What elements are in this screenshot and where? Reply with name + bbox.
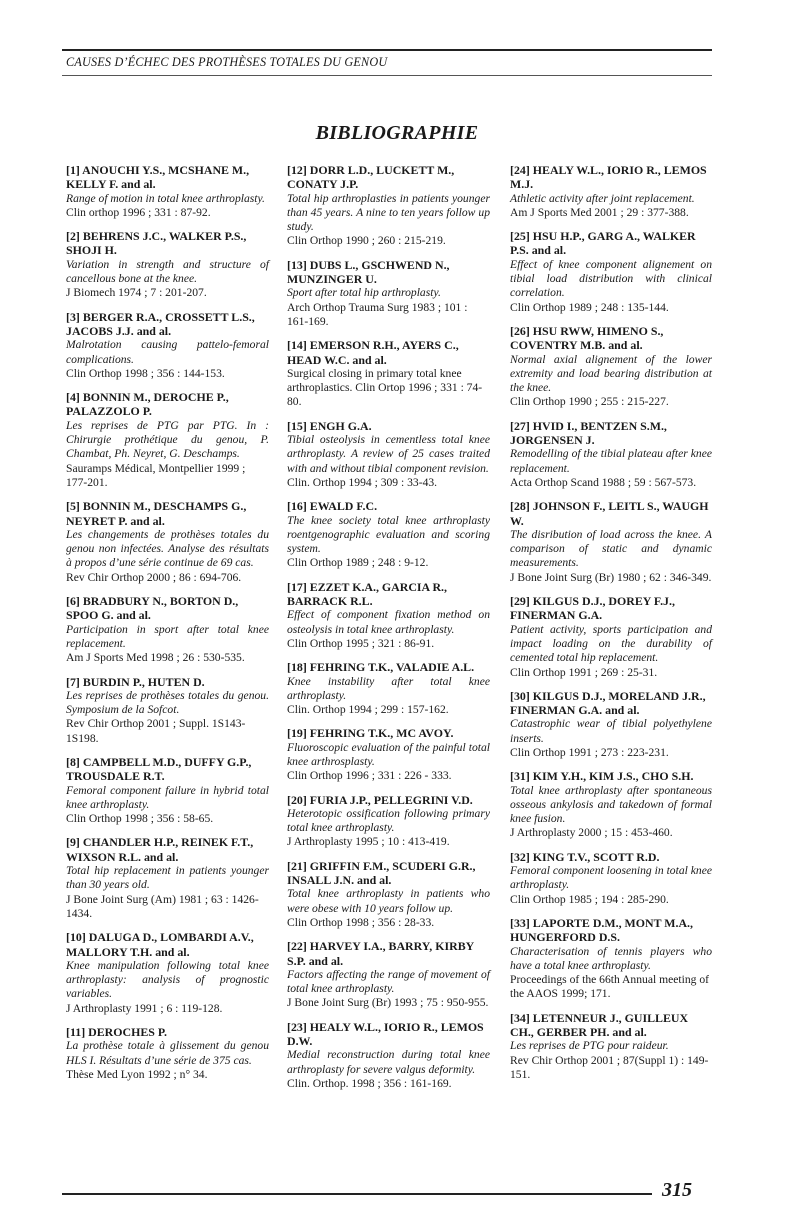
reference-entry bbox=[287, 163, 490, 249]
reference-source: J Bone Joint Surg (Br) 1993 ; 75 : 950-955. bbox=[287, 996, 489, 1010]
reference-authors: [13] DUBS L., GSCHWEND N., MUNZINGER U. bbox=[287, 257, 450, 287]
reference-title: The knee society total knee arthroplasty roentgenographic evaluation and scoring system. bbox=[287, 513, 490, 556]
reference-title: Total hip arthroplasties in patients younger than 45 years. A nine to ten years follow up study. bbox=[287, 191, 490, 234]
reference-title: Sport after total hip arthroplasty. bbox=[287, 286, 441, 300]
reference-source: Clin Orthop 1989 ; 248 : 135-144. bbox=[510, 300, 669, 314]
reference-entry bbox=[66, 310, 269, 381]
reference-entry bbox=[287, 419, 490, 490]
reference-entry bbox=[66, 229, 269, 300]
reference-authors: [27] HVID I., BENTZEN S.M., JORGENSEN J. bbox=[510, 418, 667, 448]
reference-source: Acta Orthop Scand 1988 ; 59 : 567-573. bbox=[510, 475, 697, 489]
reference-authors: [7] BURDIN P., HUTEN D. bbox=[66, 674, 205, 689]
reference-authors: [5] BONNIN M., DESCHAMPS G., NEYRET P. and al. bbox=[66, 499, 247, 528]
reference-source: J Bone Joint Surg (Am) 1981 ; 63 : 1426-1434. bbox=[66, 892, 259, 920]
reference-source: Clin Orthop 1990 ; 260 : 215-219. bbox=[287, 234, 446, 248]
header-bottom-rule bbox=[62, 75, 712, 76]
reference-title: Les reprises de PTG pour raideur. bbox=[510, 1039, 669, 1053]
reference-entry bbox=[287, 258, 490, 329]
reference-authors: [24] HEALY W.L., IORIO R., LEMOS M.J. bbox=[510, 163, 707, 192]
reference-source: Clin Orthop 1998 ; 356 : 144-153. bbox=[66, 366, 225, 380]
reference-source: Arch Orthop Trauma Surg 1983 ; 101 : 161-169. bbox=[287, 300, 468, 328]
reference-entry bbox=[287, 1020, 490, 1091]
reference-title: Knee instability after total knee arthroplasty. bbox=[287, 674, 490, 702]
reference-authors: [11] DEROCHES P. bbox=[66, 1025, 167, 1040]
reference-source: Clin. Orthop 1994 ; 309 : 33-43. bbox=[287, 475, 438, 489]
reference-column-1 bbox=[66, 163, 269, 1091]
reference-entry bbox=[510, 594, 712, 680]
reference-entry bbox=[287, 580, 490, 651]
reference-entry bbox=[510, 499, 712, 585]
reference-source: Clin Orthop 1985 ; 194 : 285-290. bbox=[510, 892, 669, 906]
reference-title: The disribution of load across the knee. A comparison of static and dynamic measurements. bbox=[510, 527, 712, 570]
reference-entry bbox=[287, 499, 490, 570]
reference-title: Patient activity, sports participation and impact loading on the durability of cemented total hip replacement. bbox=[510, 622, 712, 665]
footer-rule bbox=[62, 1193, 652, 1195]
reference-authors: [6] BRADBURY N., BORTON D., SPOO G. and al. bbox=[66, 594, 239, 623]
reference-source: Am J Sports Med 2001 ; 29 : 377-388. bbox=[510, 205, 689, 219]
reference-entry bbox=[510, 769, 712, 840]
reference-entry bbox=[287, 660, 490, 717]
reference-authors: [26] HSU RWW, HIMENO S., COVENTRY M.B. and al. bbox=[510, 323, 664, 353]
reference-entry bbox=[66, 163, 269, 220]
reference-entry bbox=[66, 675, 269, 746]
reference-source: Rev Chir Orthop 2001 ; Suppl. 1S143-1S198. bbox=[66, 717, 246, 745]
reference-source: Sauramps Médical, Montpellier 1999 ; 177-201. bbox=[66, 461, 246, 489]
reference-title: Total knee arthroplasty after spontaneous osseous ankylosis and takedown of formal knee fusion. bbox=[510, 783, 712, 826]
reference-source: Clin Orthop 1989 ; 248 : 9-12. bbox=[287, 556, 429, 570]
reference-title: La prothèse totale à glissement du genou HLS I. Résultats d’une série de 375 cas. bbox=[66, 1039, 269, 1067]
reference-title: Les changements de prothèses totales du genou non infectées. Analyse des résultats à propos d’une série continue de 69 cas. bbox=[66, 527, 269, 570]
reference-title: Characterisation of tennis players who have a total knee arthroplasty. bbox=[510, 944, 712, 972]
header-top-rule bbox=[62, 49, 712, 51]
reference-authors: [9] CHANDLER H.P., REINEK F.T., WIXSON R.L. and al. bbox=[66, 835, 254, 864]
reference-authors: [31] KIM Y.H., KIM J.S., CHO S.H. bbox=[510, 769, 694, 784]
reference-entry bbox=[287, 338, 490, 409]
reference-source: Clin Orthop 1995 ; 321 : 86-91. bbox=[287, 636, 435, 650]
reference-title: Heterotopic ossification following primary total knee arthroplasty. bbox=[287, 806, 490, 835]
reference-entry bbox=[66, 755, 269, 826]
reference-title: Range of motion in total knee arthroplasty. bbox=[66, 191, 265, 205]
reference-entry bbox=[510, 916, 712, 1002]
reference-source: Clin. Orthop. 1998 ; 356 : 161-169. bbox=[287, 1076, 452, 1090]
reference-source: Clin Orthop 1991 ; 269 : 25-31. bbox=[510, 665, 658, 679]
reference-authors: [15] ENGH G.A. bbox=[287, 418, 372, 433]
reference-source: Rev Chir Orthop 2001 ; 87(Suppl 1) : 149-151. bbox=[510, 1053, 709, 1081]
reference-source: J Biomech 1974 ; 7 : 201-207. bbox=[66, 286, 207, 300]
reference-authors: [28] JOHNSON F., LEITL S., WAUGH W. bbox=[510, 499, 709, 528]
section-title bbox=[0, 122, 794, 145]
reference-authors: [4] BONNIN M., DEROCHE P., PALAZZOLO P. bbox=[66, 390, 229, 419]
reference-authors: [22] HARVEY I.A., BARRY, KIRBY S.P. and al. bbox=[287, 939, 474, 968]
section-title-text: BIBLIOGRAPHIE bbox=[315, 122, 479, 144]
reference-column-3 bbox=[510, 163, 712, 1091]
reference-title: Total hip replacement in patients younger than 30 years old. bbox=[66, 864, 269, 892]
reference-source: Am J Sports Med 1998 ; 26 : 530-535. bbox=[66, 651, 245, 665]
reference-authors: [30] KILGUS D.J., MORELAND J.R., FINERMAN G.A. and al. bbox=[510, 688, 706, 718]
page-number: 315 bbox=[662, 1179, 692, 1201]
reference-authors: [2] BEHRENS J.C., WALKER P.S., SHOJI H. bbox=[66, 229, 247, 258]
reference-authors: [12] DORR L.D., LUCKETT M., CONATY J.P. bbox=[287, 163, 455, 192]
reference-title: Femoral component failure in hybrid total knee arthroplasty. bbox=[66, 783, 269, 811]
reference-authors: [19] FEHRING T.K., MC AVOY. bbox=[287, 726, 454, 741]
reference-authors: [20] FURIA J.P., PELLEGRINI V.D. bbox=[287, 792, 473, 807]
reference-authors: [16] EWALD F.C. bbox=[287, 499, 378, 514]
reference-authors: [3] BERGER R.A., CROSSETT L.S., JACOBS J.J. and al. bbox=[66, 309, 255, 338]
reference-authors: [21] GRIFFIN F.M., SCUDERI G.R., INSALL J.N. and al. bbox=[287, 858, 476, 888]
reference-title: Athletic activity after joint replacement. bbox=[510, 191, 695, 205]
reference-title: Les reprises de PTG par PTG. In : Chirurgie prothétique du genou, P. Chambat, Ph. Neyret, G. Deschamps. bbox=[66, 418, 269, 461]
reference-entry bbox=[510, 324, 712, 410]
reference-source: Clin Orthop 1998 ; 356 : 28-33. bbox=[287, 915, 435, 929]
reference-entry bbox=[510, 1011, 712, 1082]
reference-source: J Arthroplasty 1995 ; 10 : 413-419. bbox=[287, 835, 450, 849]
reference-title: Femoral component loosening in total knee arthroplasty. bbox=[510, 864, 712, 892]
reference-title: Medial reconstruction during total knee arthroplasty for severe valgus deformity. bbox=[287, 1048, 490, 1076]
reference-source: Proceedings of the 66th Annual meeting of the AAOS 1999; 171. bbox=[510, 973, 709, 1001]
reference-entry bbox=[510, 229, 712, 315]
reference-entry bbox=[66, 835, 269, 921]
reference-column-2 bbox=[287, 163, 490, 1100]
reference-title: Normal axial alignement of the lower extremity and load bearing distribution at the knee. bbox=[510, 352, 712, 395]
reference-authors: [29] KILGUS D.J., DOREY F.J., FINERMAN G.A. bbox=[510, 594, 675, 623]
reference-title: Knee manipulation following total knee arthroplasty: analysis of prognostic variables. bbox=[66, 958, 269, 1001]
reference-authors: [1] ANOUCHI Y.S., MCSHANE M., KELLY F. and al. bbox=[66, 163, 250, 192]
reference-source: Surgical closing in primary total knee arthroplastics. Clin Ortop 1996 ; 331 : 74-80. bbox=[287, 366, 483, 409]
reference-source: Clin Orthop 1991 ; 273 : 223-231. bbox=[510, 745, 669, 759]
reference-entry bbox=[287, 859, 490, 930]
reference-entry bbox=[66, 930, 269, 1016]
reference-title: Variation in strength and structure of cancellous bone at the knee. bbox=[66, 257, 269, 286]
reference-entry bbox=[510, 689, 712, 760]
reference-source: J Arthroplasty 2000 ; 15 : 453-460. bbox=[510, 826, 673, 840]
reference-entry bbox=[66, 1025, 269, 1082]
reference-authors: [10] DALUGA D., LOMBARDI A.V., MALLORY T.H. and al. bbox=[66, 930, 254, 959]
reference-entry bbox=[510, 419, 712, 490]
reference-source: Clin Orthop 1990 ; 255 : 215-227. bbox=[510, 395, 669, 409]
reference-authors: [14] EMERSON R.H., AYERS C., HEAD W.C. and al. bbox=[287, 338, 459, 367]
reference-title: Effect of component fixation method on osteolysis in total knee arthroplasty. bbox=[287, 608, 490, 636]
reference-entry bbox=[287, 793, 490, 850]
reference-authors: [25] HSU H.P., GARG A., WALKER P.S. and al. bbox=[510, 229, 696, 258]
reference-entry bbox=[510, 850, 712, 907]
reference-title: Factors affecting the range of movement of total knee arthroplasty. bbox=[287, 967, 490, 996]
reference-authors: [17] EZZET K.A., GARCIA R., BARRACK R.L. bbox=[287, 579, 447, 609]
reference-authors: [8] CAMPBELL M.D., DUFFY G.P., TROUSDALE R.T. bbox=[66, 754, 252, 784]
reference-authors: [33] LAPORTE D.M., MONT M.A., HUNGERFORD D.S. bbox=[510, 915, 693, 945]
reference-authors: [18] FEHRING T.K., VALADIE A.L. bbox=[287, 660, 475, 675]
reference-entry bbox=[66, 594, 269, 665]
reference-entry bbox=[287, 939, 490, 1010]
reference-title: Total knee arthroplasty in patients who were obese with 10 years follow up. bbox=[287, 887, 490, 915]
reference-title: Tibial osteolysis in cementless total knee arthroplasty. A review of 25 cases traited with and without tibial component revision. bbox=[287, 433, 490, 475]
reference-title: Catastrophic wear of tibial polyethylene inserts. bbox=[510, 717, 712, 745]
reference-source: Clin. Orthop 1994 ; 299 : 157-162. bbox=[287, 703, 449, 717]
reference-source: Clin Orthop 1996 ; 331 : 226 - 333. bbox=[287, 769, 452, 783]
reference-title: Fluoroscopic evaluation of the painful total knee arthrosplasty. bbox=[287, 740, 490, 768]
reference-title: Malrotation causing pattelo-femoral complications. bbox=[66, 338, 269, 366]
reference-source: Rev Chir Orthop 2000 ; 86 : 694-706. bbox=[66, 570, 242, 584]
reference-entry bbox=[510, 163, 712, 220]
reference-authors: [34] LETENNEUR J., GUILLEUX CH., GERBER PH. and al. bbox=[510, 1010, 689, 1040]
reference-title: Remodelling of the tibial plateau after knee replacement. bbox=[510, 447, 712, 475]
reference-entry bbox=[66, 499, 269, 585]
reference-title: Participation in sport after total knee replacement. bbox=[66, 622, 269, 650]
reference-entry bbox=[287, 726, 490, 783]
reference-entry bbox=[66, 390, 269, 490]
reference-source: J Bone Joint Surg (Br) 1980 ; 62 : 346-349. bbox=[510, 570, 712, 584]
reference-source: J Arthroplasty 1991 ; 6 : 119-128. bbox=[66, 1001, 223, 1015]
reference-source: Thèse Med Lyon 1992 ; n° 34. bbox=[66, 1067, 208, 1081]
reference-source: Clin Orthop 1998 ; 356 : 58-65. bbox=[66, 812, 214, 826]
reference-title: Les reprises de prothèses totales du genou. Symposium de la Sofcot. bbox=[66, 688, 269, 717]
reference-authors: [23] HEALY W.L., IORIO R., LEMOS D.W. bbox=[287, 1019, 484, 1049]
reference-authors: [32] KING T.V., SCOTT R.D. bbox=[510, 849, 660, 864]
running-header: CAUSES D’ÉCHEC DES PROTHÈSES TOTALES DU GENOU bbox=[66, 55, 388, 69]
reference-source: Clin orthop 1996 ; 331 : 87-92. bbox=[66, 205, 211, 219]
reference-title: Effect of knee component alignement on tibial load distribution with clinical correlation. bbox=[510, 257, 712, 300]
